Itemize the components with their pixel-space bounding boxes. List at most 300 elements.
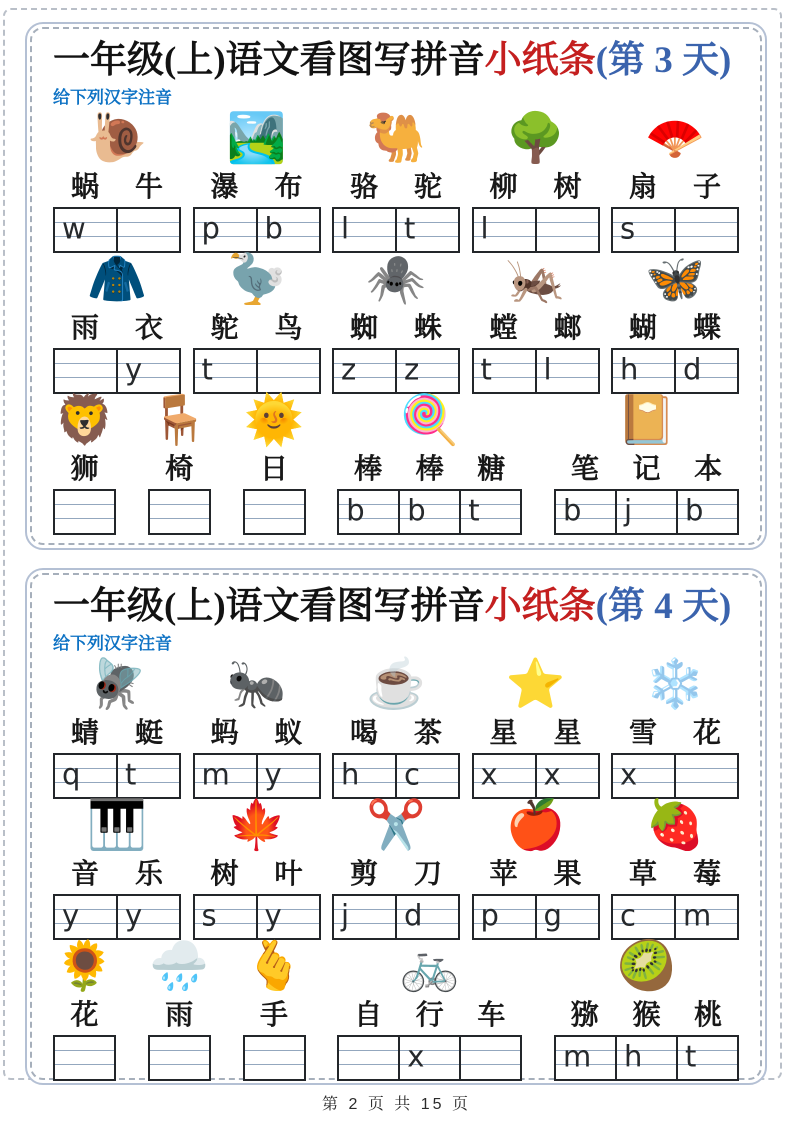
pinyin-grid [611, 348, 739, 394]
ruled-line [245, 518, 304, 519]
ruled-line [150, 504, 209, 505]
ruled-line [258, 377, 319, 378]
pinyin-cell [195, 209, 256, 251]
pinyin-cell [334, 896, 395, 938]
hanzi-char: 行 [415, 1000, 444, 1031]
pinyin-grid [243, 1035, 306, 1081]
pinyin-cell [256, 350, 319, 392]
pinyin-cell [256, 209, 319, 251]
pinyin-letter: q [62, 757, 81, 792]
hanzi-char: 鸟 [274, 313, 303, 344]
chair-icon: 🪑 [149, 394, 210, 447]
ruled-line [676, 222, 737, 223]
pinyin-cell [474, 350, 535, 392]
word-item [193, 795, 321, 940]
pinyin-letter: j [624, 493, 633, 528]
pinyin-letter: s [201, 898, 217, 933]
star-icon: ⭐ [505, 658, 566, 711]
pinyin-cell [556, 491, 615, 533]
pinyin-letter: t [201, 352, 213, 387]
leaf-icon: 🍁 [226, 799, 287, 852]
word-item [243, 936, 306, 1081]
word-item [332, 249, 460, 394]
hanzi-word [611, 170, 739, 203]
lion-icon: 🦁 [54, 394, 115, 447]
word-item [193, 108, 321, 253]
hanzi-char: 螳 [489, 313, 518, 344]
hanzi-char: 雨 [165, 1000, 194, 1031]
hanzi-word [611, 311, 739, 344]
hanzi-char: 喝 [349, 718, 378, 749]
pinyin-grid [472, 753, 600, 799]
word-item [332, 108, 460, 253]
hanzi-word [611, 857, 739, 890]
title-highlight: 小纸条 [484, 586, 596, 627]
pinyin-letter: d [404, 898, 423, 933]
word-row [53, 800, 739, 940]
word-item [193, 654, 321, 799]
pinyin-cell [535, 896, 598, 938]
pinyin-grid [148, 1035, 211, 1081]
pinyin-grid [53, 207, 181, 253]
word-item [472, 108, 600, 253]
pinyin-letter: l [543, 352, 552, 387]
pinyin-letter: h [624, 1039, 643, 1074]
worksheet-card-day4 [25, 568, 767, 1085]
hanzi-char: 鸵 [210, 313, 239, 344]
pinyin-letter: p [480, 898, 499, 933]
pinyin-cell [150, 491, 209, 533]
pinyin-grid [53, 489, 116, 535]
hanzi-word [472, 857, 600, 890]
pinyin-cell [55, 350, 116, 392]
pinyin-cell [334, 209, 395, 251]
word-item [53, 249, 181, 394]
word-row [53, 659, 739, 799]
pinyin-letter: b [264, 211, 283, 246]
pinyin-grid [611, 894, 739, 940]
piano-icon: 🎹 [87, 799, 147, 852]
pinyin-cell [339, 491, 398, 533]
pinyin-grid [332, 348, 460, 394]
hanzi-char: 柳 [489, 172, 518, 203]
ruled-line [118, 222, 179, 223]
butterfly-icon: 🦋 [645, 253, 705, 306]
ruled-line [245, 1050, 304, 1051]
word-item [611, 795, 739, 940]
pinyin-letter: g [543, 898, 562, 933]
hanzi-word [53, 857, 181, 890]
pinyin-grid [554, 1035, 739, 1081]
pinyin-cell [116, 209, 179, 251]
ruled-line [150, 1050, 209, 1051]
dragonfly-icon: 🪰 [87, 658, 147, 711]
pinyin-letter: l [480, 211, 489, 246]
willow-icon: 🌳 [505, 112, 566, 165]
pinyin-letter: b [563, 493, 582, 528]
pinyin-letter: y [264, 757, 282, 792]
pinyin-letter: z [341, 352, 357, 387]
flower-icon: 🌻 [54, 940, 115, 993]
pinyin-letter: t [480, 352, 492, 387]
pinyin-grid [148, 489, 211, 535]
pinyin-cell [674, 896, 737, 938]
pinyin-letter: m [201, 757, 230, 792]
hanzi-char: 手 [259, 1000, 288, 1031]
pinyin-letter: x [480, 757, 498, 792]
pinyin-cell [245, 491, 304, 533]
hanzi-char: 猕 [570, 1000, 599, 1031]
hanzi-word [332, 311, 460, 344]
pinyin-cell [459, 1037, 520, 1079]
ruled-line [55, 1064, 114, 1065]
instruction-text: 给下列汉字注音 [53, 634, 172, 653]
hanzi-word [148, 452, 211, 485]
hanzi-char: 本 [694, 454, 723, 485]
ant-icon: 🐜 [226, 658, 287, 711]
word-item [148, 390, 211, 535]
word-row [53, 113, 739, 253]
hanzi-char: 雨 [70, 313, 99, 344]
ruled-line [339, 1064, 398, 1065]
pinyin-cell [613, 896, 674, 938]
rain-icon: 🌧️ [149, 940, 210, 993]
pinyin-letter: t [468, 493, 480, 528]
hanzi-char: 蜻 [70, 718, 99, 749]
hanzi-char: 蜓 [134, 718, 163, 749]
word-item [472, 249, 600, 394]
hanzi-char: 乐 [134, 859, 163, 890]
hanzi-word [472, 311, 600, 344]
hanzi-char: 自 [354, 1000, 383, 1031]
pinyin-cell [613, 755, 674, 797]
ruled-line [461, 1064, 520, 1065]
pinyin-cell [116, 896, 179, 938]
hanzi-char: 牛 [134, 172, 163, 203]
pinyin-cell [55, 491, 114, 533]
pinyin-letter: j [341, 898, 350, 933]
sun-icon: 🌞 [244, 394, 304, 447]
word-item [332, 795, 460, 940]
word-item [53, 936, 116, 1081]
hanzi-char: 猴 [632, 1000, 661, 1031]
hanzi-char: 星 [553, 718, 582, 749]
pinyin-letter: y [125, 898, 143, 933]
pinyin-letter: h [620, 352, 639, 387]
pinyin-cell [474, 209, 535, 251]
scissors-icon: ✂️ [366, 799, 426, 852]
kiwi-icon: 🥝 [616, 940, 677, 993]
bicycle-icon: 🚲 [399, 940, 460, 993]
word-row [53, 254, 739, 394]
raincoat-icon: 🧥 [87, 253, 147, 306]
hanzi-word [332, 716, 460, 749]
pinyin-letter: b [346, 493, 365, 528]
word-item [611, 654, 739, 799]
pinyin-letter: c [620, 898, 636, 933]
pinyin-cell [339, 1037, 398, 1079]
pinyin-grid [472, 894, 600, 940]
strawberry-icon: 🍓 [645, 799, 705, 852]
pinyin-letter: t [404, 211, 416, 246]
pinyin-cell [195, 350, 256, 392]
hanzi-char: 蝴 [628, 313, 657, 344]
pinyin-letter: y [125, 352, 143, 387]
hanzi-char: 蛛 [413, 313, 442, 344]
hanzi-char: 莓 [692, 859, 721, 890]
items-area [53, 659, 739, 1081]
word-item [554, 390, 739, 535]
pinyin-grid [554, 489, 739, 535]
pinyin-cell [398, 1037, 459, 1079]
notebook-icon: 📔 [616, 394, 677, 447]
title-main: 一年级(上)语文看图写拼音 [53, 40, 485, 81]
word-item [332, 654, 460, 799]
waterfall-icon: 🏞️ [226, 112, 287, 165]
ruled-line [55, 504, 114, 505]
word-item [472, 795, 600, 940]
word-item [554, 936, 739, 1081]
word-item [243, 390, 306, 535]
pinyin-grid [243, 489, 306, 535]
ruled-line [118, 236, 179, 237]
hanzi-char: 刀 [413, 859, 442, 890]
pinyin-cell [256, 755, 319, 797]
pinyin-letter: y [264, 898, 282, 933]
hanzi-word [554, 452, 739, 485]
hanzi-word [472, 716, 600, 749]
pinyin-letter: s [620, 211, 636, 246]
pinyin-cell [474, 896, 535, 938]
pinyin-letter: x [407, 1039, 425, 1074]
word-row [53, 941, 739, 1081]
pinyin-grid [53, 894, 181, 940]
hanzi-char: 桃 [694, 1000, 723, 1031]
worksheet-card-day3 [25, 22, 767, 550]
pinyin-grid [472, 207, 600, 253]
hanzi-char: 布 [274, 172, 303, 203]
pinyin-letter: x [543, 757, 561, 792]
title-highlight: 小纸条 [484, 40, 596, 81]
pinyin-cell [676, 1037, 737, 1079]
hanzi-word [53, 452, 116, 485]
hanzi-char: 树 [210, 859, 239, 890]
hanzi-word [193, 857, 321, 890]
hanzi-char: 蜗 [70, 172, 99, 203]
hanzi-char: 苹 [489, 859, 518, 890]
pinyin-letter: h [341, 757, 360, 792]
hanzi-char: 笔 [570, 454, 599, 485]
hanzi-char: 雪 [628, 718, 657, 749]
ruled-line [676, 236, 737, 237]
hanzi-char: 星 [489, 718, 518, 749]
pinyin-letter: m [683, 898, 712, 933]
hanzi-char: 棒 [415, 454, 444, 485]
hanzi-char: 记 [632, 454, 661, 485]
hanzi-word [337, 452, 522, 485]
lollipop-icon: 🍭 [399, 394, 460, 447]
ruled-line [55, 1050, 114, 1051]
pinyin-cell [474, 755, 535, 797]
word-row [53, 395, 739, 535]
pinyin-cell [535, 350, 598, 392]
pinyin-letter: p [201, 211, 220, 246]
hanzi-char: 蚁 [274, 718, 303, 749]
pinyin-cell [55, 1037, 114, 1079]
pinyin-cell [395, 755, 458, 797]
hanzi-char: 狮 [70, 454, 99, 485]
hanzi-char: 树 [553, 172, 582, 203]
pinyin-cell [398, 491, 459, 533]
word-item [53, 654, 181, 799]
pinyin-letter: y [62, 898, 80, 933]
apple-icon: 🍎 [505, 799, 566, 852]
pinyin-grid [53, 1035, 116, 1081]
hanzi-char: 日 [259, 454, 288, 485]
ruled-line [537, 236, 598, 237]
hanzi-word [337, 998, 522, 1031]
snowflake-icon: ❄️ [645, 658, 705, 711]
pinyin-letter: w [62, 211, 86, 246]
pinyin-cell [459, 491, 520, 533]
pinyin-cell [334, 350, 395, 392]
hanzi-word [611, 716, 739, 749]
pinyin-cell [535, 755, 598, 797]
hanzi-char: 茶 [413, 718, 442, 749]
hanzi-char: 衣 [134, 313, 163, 344]
hanzi-word [243, 452, 306, 485]
ruled-line [150, 1064, 209, 1065]
hanzi-char: 果 [553, 859, 582, 890]
page-title [53, 38, 739, 84]
mantis-icon: 🦗 [505, 253, 566, 306]
pinyin-grid [53, 348, 181, 394]
ruled-line [245, 1064, 304, 1065]
pinyin-grid [193, 753, 321, 799]
pinyin-grid [193, 207, 321, 253]
pinyin-letter: d [683, 352, 702, 387]
hanzi-char: 瀑 [210, 172, 239, 203]
hanzi-char: 驼 [413, 172, 442, 203]
word-item [148, 936, 211, 1081]
camel-icon: 🐫 [366, 112, 426, 165]
hanzi-char: 叶 [274, 859, 303, 890]
pinyin-grid [332, 894, 460, 940]
hand-icon: 🫰 [244, 940, 304, 993]
hanzi-char: 剪 [349, 859, 378, 890]
page-title [53, 584, 739, 630]
word-item [472, 654, 600, 799]
hanzi-word [243, 998, 306, 1031]
hanzi-char: 车 [477, 1000, 506, 1031]
page-number: 第 2 页 共 15 页 [322, 1096, 471, 1113]
ostrich-icon: 🦤 [226, 253, 287, 306]
pinyin-cell [195, 896, 256, 938]
word-item [611, 108, 739, 253]
ruled-line [461, 1050, 520, 1051]
pinyin-cell [55, 209, 116, 251]
hanzi-char: 蜘 [349, 313, 378, 344]
items-area [53, 113, 739, 535]
ruled-line [258, 363, 319, 364]
ruled-line [537, 222, 598, 223]
ruled-line [245, 504, 304, 505]
pinyin-cell [535, 209, 598, 251]
spider-icon: 🕷️ [366, 253, 426, 306]
pinyin-letter: z [404, 352, 420, 387]
hanzi-char: 骆 [349, 172, 378, 203]
hanzi-word [53, 311, 181, 344]
hanzi-char: 螂 [553, 313, 582, 344]
pinyin-cell [150, 1037, 209, 1079]
word-item [337, 936, 522, 1081]
pinyin-letter: t [125, 757, 137, 792]
pinyin-cell [116, 350, 179, 392]
hanzi-char: 蝶 [692, 313, 721, 344]
word-item [337, 390, 522, 535]
pinyin-grid [472, 348, 600, 394]
pinyin-letter: b [685, 493, 704, 528]
hanzi-word [53, 998, 116, 1031]
title-day: (第 3 天) [595, 40, 732, 81]
ruled-line [339, 1050, 398, 1051]
hanzi-word [193, 716, 321, 749]
ruled-line [55, 377, 116, 378]
pinyin-cell [556, 1037, 615, 1079]
hanzi-char: 蚂 [210, 718, 239, 749]
pinyin-cell [676, 491, 737, 533]
pinyin-grid [193, 348, 321, 394]
hanzi-word [332, 170, 460, 203]
pinyin-cell [674, 350, 737, 392]
hanzi-word [554, 998, 739, 1031]
pinyin-cell [116, 755, 179, 797]
hanzi-word [148, 998, 211, 1031]
pinyin-cell [395, 209, 458, 251]
pinyin-letter: b [407, 493, 426, 528]
ruled-line [55, 518, 114, 519]
hanzi-word [193, 311, 321, 344]
pinyin-letter: m [563, 1039, 592, 1074]
pinyin-letter: x [620, 757, 638, 792]
pinyin-grid [611, 207, 739, 253]
pinyin-cell [615, 1037, 676, 1079]
word-item [193, 249, 321, 394]
pinyin-cell [55, 755, 116, 797]
word-item [53, 108, 181, 253]
pinyin-letter: c [404, 757, 420, 792]
hanzi-word [53, 170, 181, 203]
snail-icon: 🐌 [87, 112, 147, 165]
pinyin-cell [334, 755, 395, 797]
word-item [53, 390, 116, 535]
pinyin-cell [256, 896, 319, 938]
fan-icon: 🪭 [645, 112, 705, 165]
hanzi-char: 花 [70, 1000, 99, 1031]
pinyin-cell [195, 755, 256, 797]
hanzi-char: 草 [628, 859, 657, 890]
pinyin-grid [337, 489, 522, 535]
word-item [53, 795, 181, 940]
title-main: 一年级(上)语文看图写拼音 [53, 586, 485, 627]
pinyin-cell [615, 491, 676, 533]
teacup-icon: ☕ [366, 658, 426, 711]
hanzi-word [332, 857, 460, 890]
pinyin-cell [55, 896, 116, 938]
hanzi-char: 子 [692, 172, 721, 203]
pinyin-grid [332, 207, 460, 253]
word-item [611, 249, 739, 394]
